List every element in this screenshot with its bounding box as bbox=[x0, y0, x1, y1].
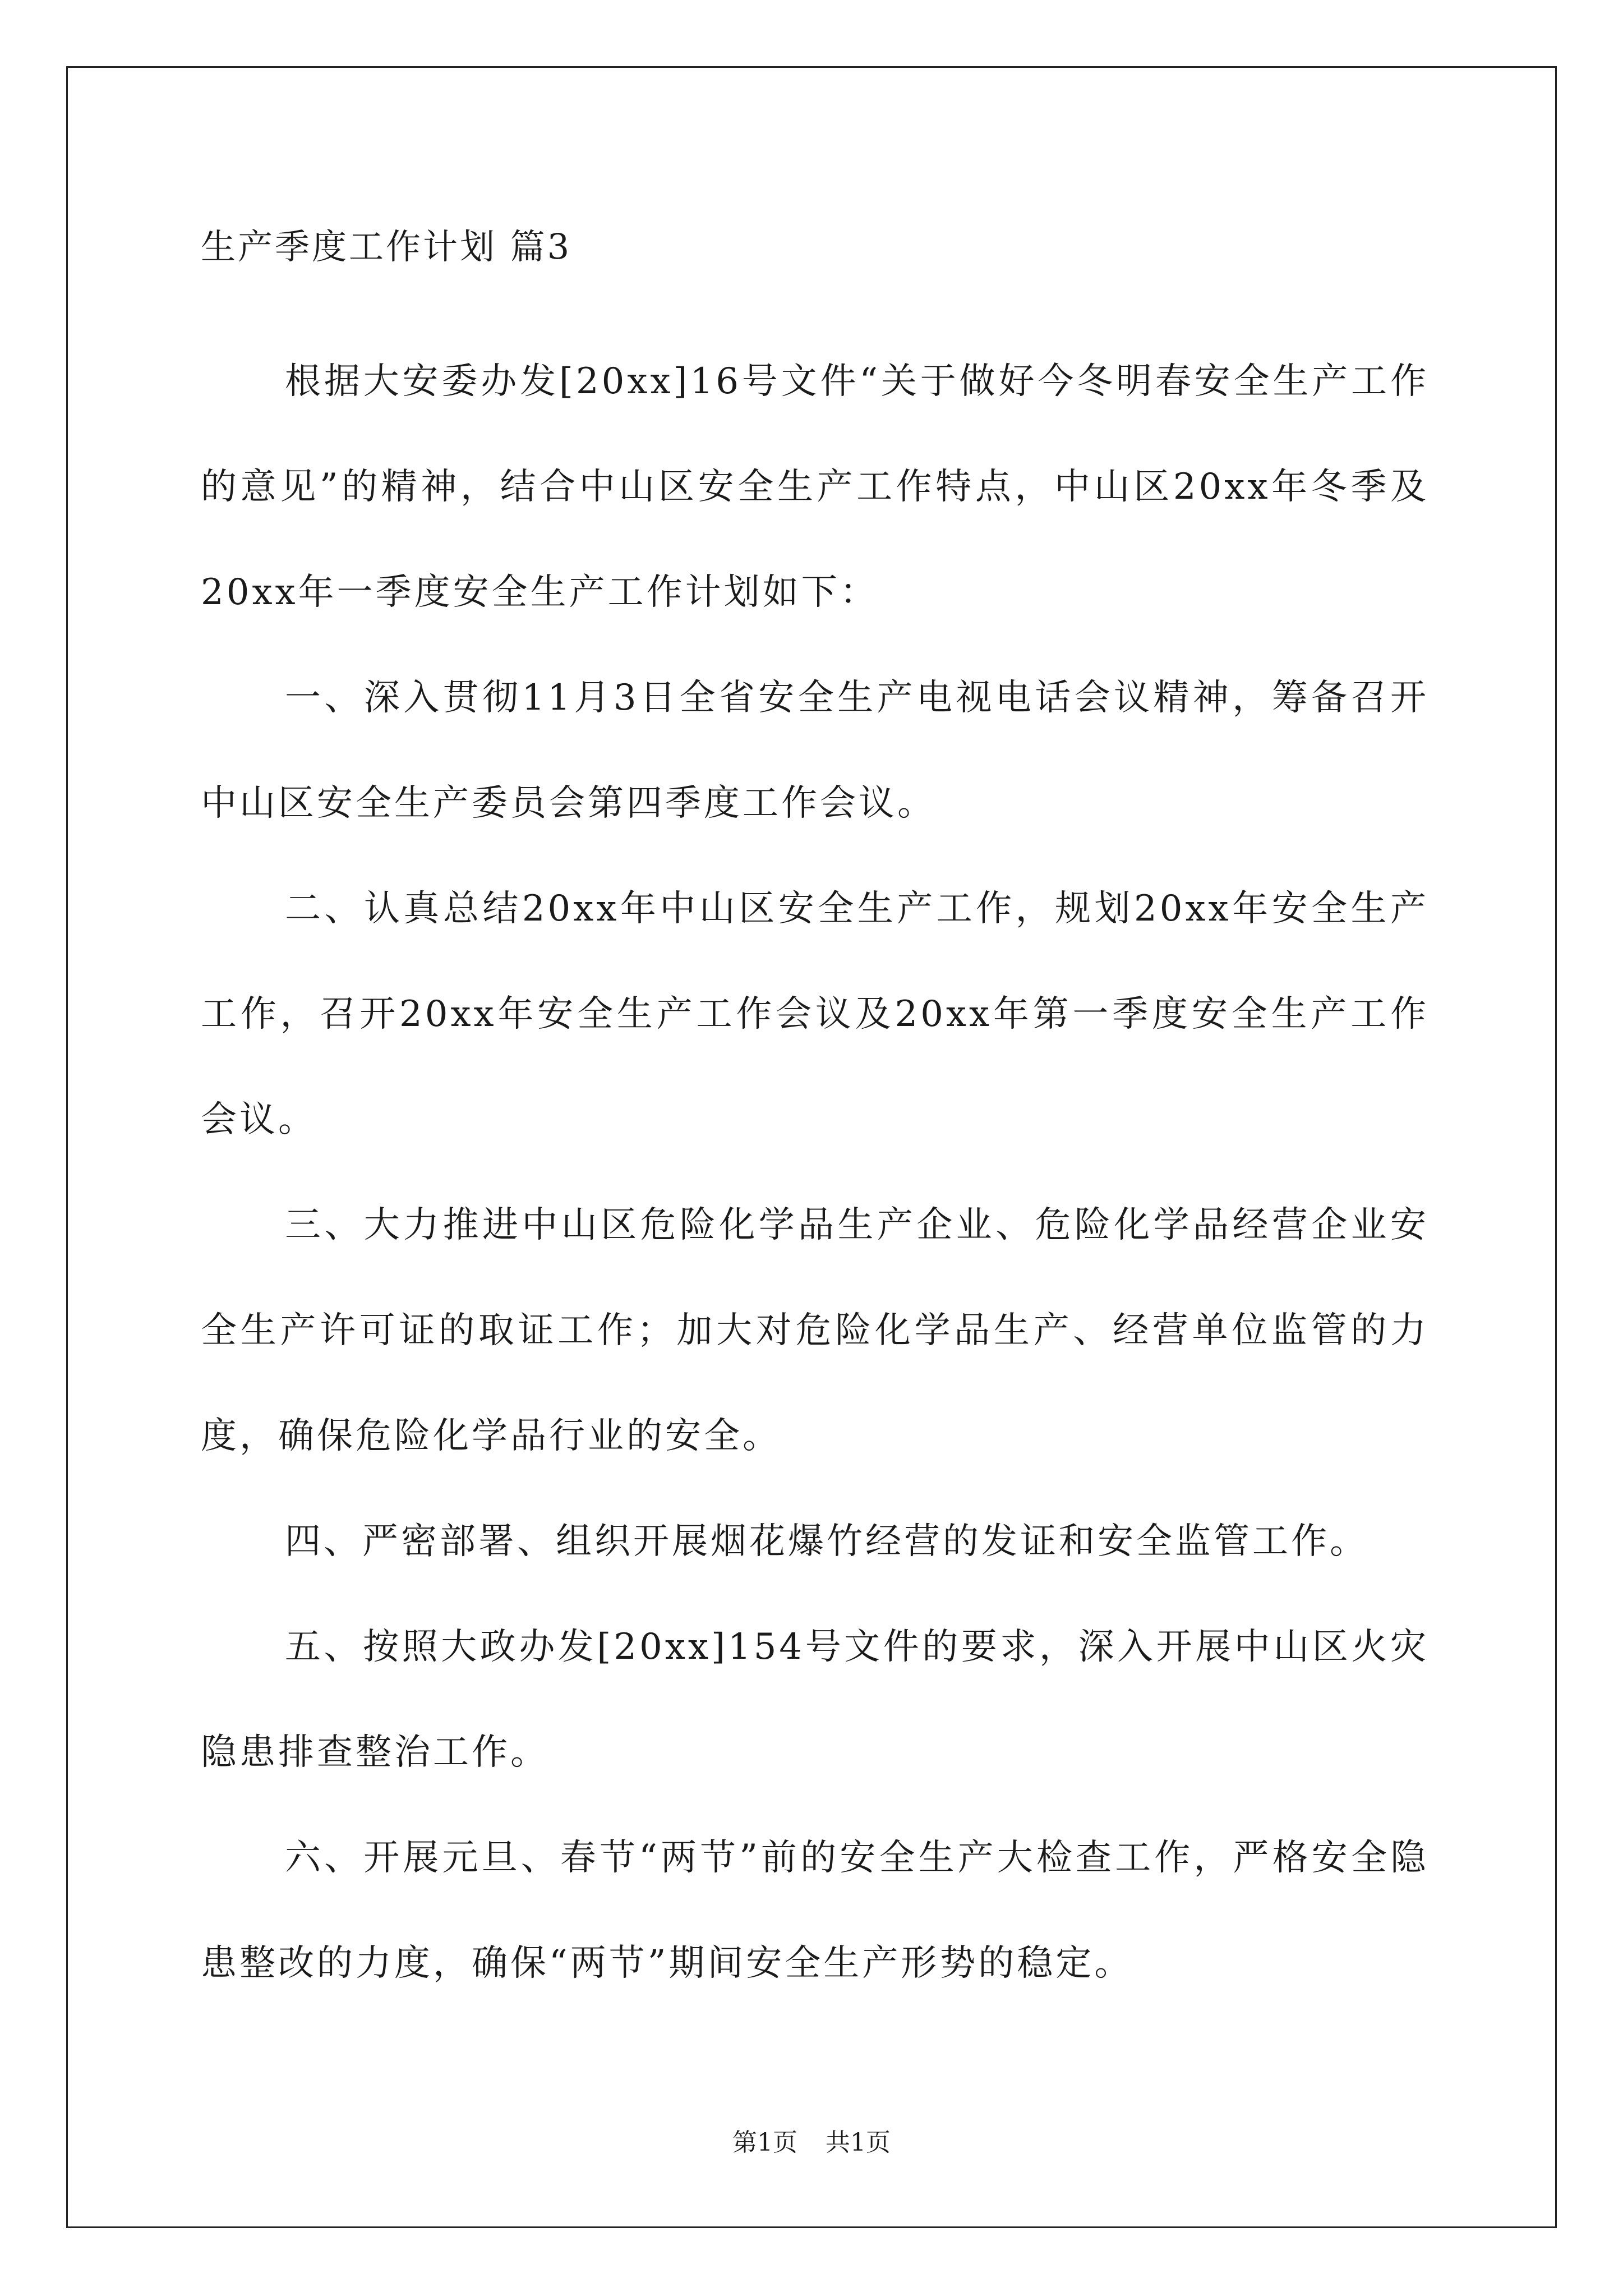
page-number: 第1页 bbox=[732, 2128, 797, 2157]
page-total: 共1页 bbox=[826, 2128, 891, 2157]
document-body bbox=[201, 329, 1429, 2016]
list-item: 四、严密部署、组织开展烟花爆竹经营的发证和安全监管工作。 bbox=[285, 1521, 1368, 1562]
intro-paragraph: 根据大安委办发[20xx]16号文件“关于做好今冬明春安全生产工作的意见”的精神，结合中山区安全生产工作特点，中山区20xx年冬季及20xx年一季度安全生产工作计划如下： bbox=[201, 361, 1429, 613]
document-title: 生产季度工作计划 篇3 bbox=[201, 226, 572, 267]
list-item: 三、大力推进中山区危险化学品生产企业、危险化学品经营企业安全生产许可证的取证工作；加大对危险化学品生产、经营单位监管的力度，确保危险化学品行业的安全。 bbox=[201, 1204, 1429, 1457]
list-item: 一、深入贯彻11月3日全省安全生产电视电话会议精神，筹备召开中山区安全生产委员会第四季度工作会议。 bbox=[201, 677, 1429, 824]
list-item: 二、认真总结20xx年中山区安全生产工作，规划20xx年安全生产工作，召开20xx年安全生产工作会议及20xx年第一季度安全生产工作会议。 bbox=[201, 888, 1429, 1140]
list-item: 六、开展元旦、春节“两节”前的安全生产大检查工作，严格安全隐患整改的力度，确保“两节”期间安全生产形势的稳定。 bbox=[201, 1837, 1429, 1984]
list-item: 五、按照大政办发[20xx]154号文件的要求，深入开展中山区火灾隐患排查整治工作。 bbox=[201, 1626, 1429, 1773]
page-footer bbox=[0, 2127, 1623, 2159]
